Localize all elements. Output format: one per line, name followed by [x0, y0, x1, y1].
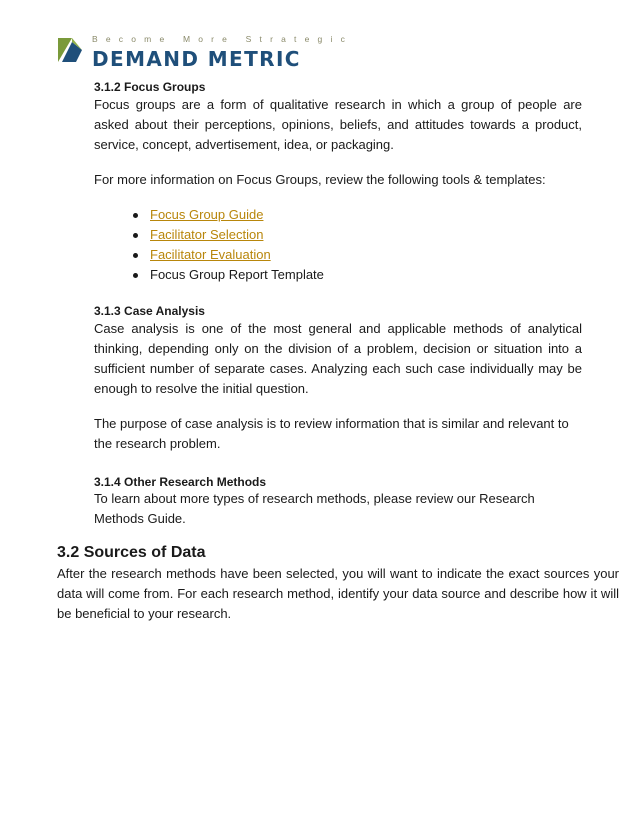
heading-case-analysis: 3.1.3 Case Analysis — [94, 304, 205, 318]
other-research-methods-body: To learn about more types of research methods, please review our Research Methods Guide. — [94, 491, 535, 526]
link-facilitator-evaluation[interactable]: Facilitator Evaluation — [150, 247, 271, 262]
link-facilitator-selection[interactable]: Facilitator Selection — [150, 227, 264, 242]
focus-groups-more-info: For more information on Focus Groups, review the following tools & templates: — [94, 172, 546, 187]
focus-group-report-template: Focus Group Report Template — [150, 267, 324, 282]
focus-group-tools-list — [126, 205, 324, 285]
heading-other-research-methods: 3.1.4 Other Research Methods — [94, 475, 267, 489]
list-item — [126, 265, 324, 285]
focus-groups-body: Focus groups are a form of qualitative research in which a group of people are asked about their perceptions, opinions, beliefs, and attitudes towards a product, service, concept, advertisement, idea, or packaging. — [94, 97, 582, 152]
list-item — [126, 225, 324, 245]
link-focus-group-guide[interactable]: Focus Group Guide — [150, 207, 264, 222]
logo-tagline: Become More Strategic — [92, 34, 354, 44]
list-item — [126, 205, 324, 225]
sources-of-data-body: After the research methods have been selected, you will want to indicate the exact sources your data will come from. For each research method, identify your data source and describe how it will be beneficial to your research. — [57, 566, 619, 621]
list-item — [126, 245, 324, 265]
logo-brand: DEMAND METRIC — [92, 47, 301, 71]
case-analysis-purpose: The purpose of case analysis is to review information that is similar and relevant to the research problem. — [94, 416, 569, 451]
demand-metric-logo — [56, 30, 354, 71]
logo-mark-icon — [56, 36, 84, 64]
heading-sources-of-data: 3.2 Sources of Data — [57, 544, 206, 561]
heading-focus-groups: 3.1.2 Focus Groups — [94, 80, 206, 94]
case-analysis-body: Case analysis is one of the most general and applicable methods of analytical thinking, depending only on the division of a problem, decision or situation into a sufficient number of separate cases. Analyzing each such case individually may be enough to resolve the initial question. — [94, 321, 582, 396]
